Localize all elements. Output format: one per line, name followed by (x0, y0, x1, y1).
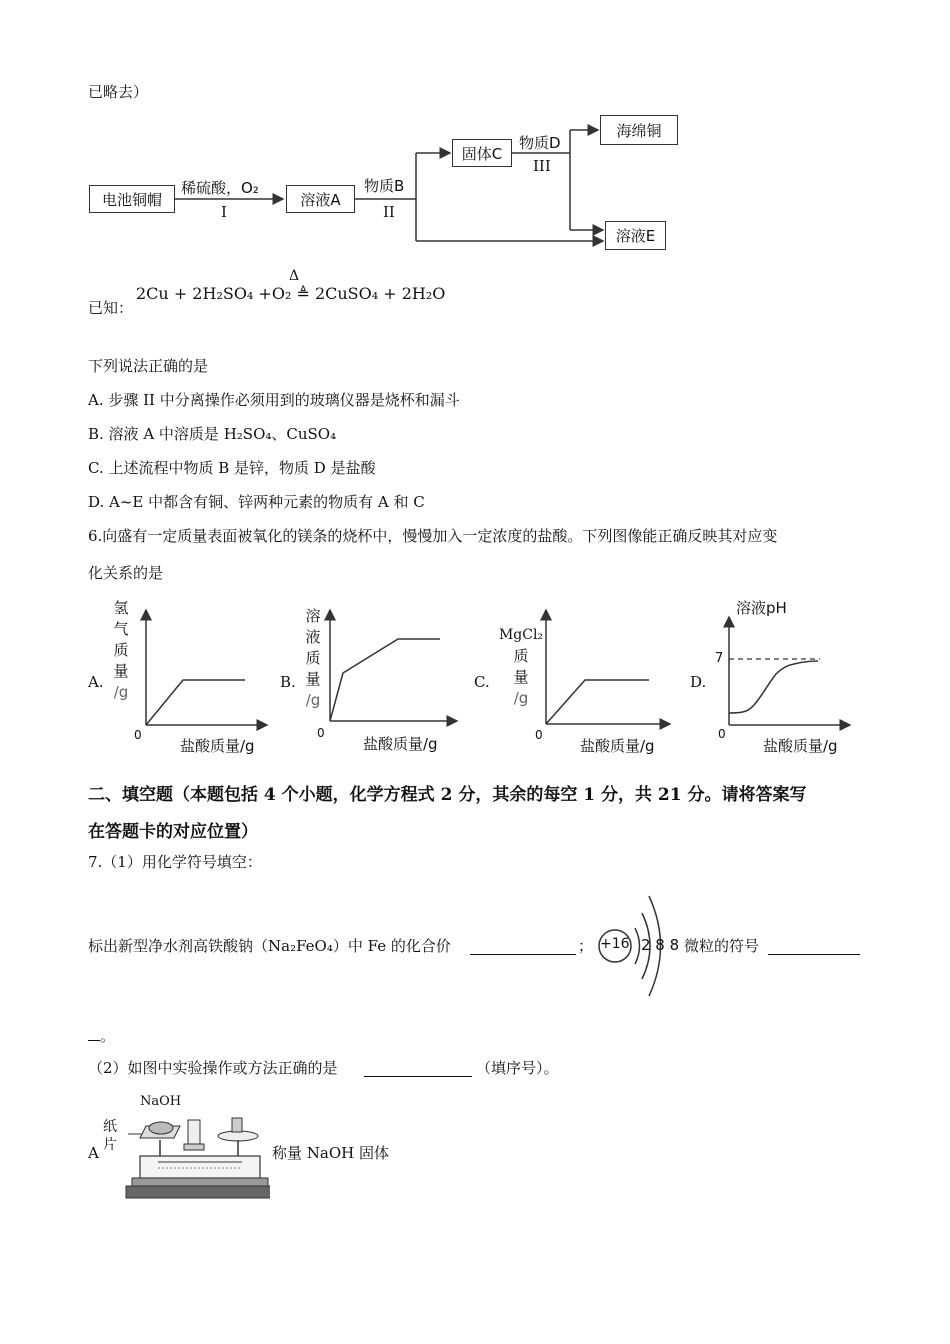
chart-a-letter: A. (88, 673, 104, 691)
balance-base (126, 1186, 270, 1198)
q7-head: 7.（1）用化学符号填空： (88, 853, 262, 871)
q5-option-c: C. 上述流程中物质 B 是锌，物质 D 是盐酸 (88, 459, 376, 477)
chart-c-curve (546, 680, 649, 724)
chart-c-ylabel-3: 量 (513, 668, 529, 686)
box-solid-c: 固体C (452, 139, 512, 167)
chart-c-ylabel-1: MgCl₂ (498, 627, 544, 643)
chart-a-curve (146, 680, 245, 725)
q6-stem-line1: 6.向盛有一定质量表面被氧化的镁条的烧杯中，慢慢加入一定浓度的盐酸。下列图像能正确反映其对应变 (88, 527, 778, 545)
chart-b-ylabel-5: /g (305, 691, 321, 709)
q6-stem-line2: 化关系的是 (88, 564, 164, 582)
chart-d-letter: D. (690, 673, 707, 691)
chart-a-ylabel-3: 质 (113, 641, 129, 659)
chart-b-ylabel-4: 量 (305, 670, 321, 688)
chart-a-origin: 0 (134, 728, 142, 742)
section2-heading-line2: 在答题卡的对应位置） (88, 822, 258, 842)
step2-num: II (383, 203, 395, 221)
q5-option-b: B. 溶液 A 中溶质是 H₂SO₄、CuSO₄ (88, 425, 337, 443)
chart-b-ylabel-1: 溶 (305, 607, 321, 625)
chart-a-ylabel-2: 气 (113, 620, 129, 638)
option-a-desc: 称量 NaOH 固体 (272, 1144, 389, 1162)
atom-nucleus: +16 (600, 936, 630, 952)
chart-b-ylabel-3: 质 (305, 649, 321, 667)
q7-period: 。 (100, 1027, 116, 1045)
q7-blank-particle-symbol-cont[interactable] (88, 1024, 100, 1041)
chart-b-origin: 0 (317, 726, 325, 740)
chart-d-origin: 0 (718, 727, 726, 741)
atom-shells: 2 8 8 (641, 936, 680, 954)
box-solution-e: 溶液E (605, 221, 666, 250)
chart-b-letter: B. (280, 673, 296, 691)
box-sponge-copper: 海绵铜 (600, 115, 678, 145)
chart-a-plot (135, 605, 275, 735)
chart-a-ylabel-5: /g (113, 683, 129, 701)
step1-num: I (221, 203, 227, 221)
chart-c-plot (536, 605, 676, 733)
option-a-naoh-label: NaOH (140, 1094, 182, 1109)
chart-b-curve (330, 639, 440, 721)
q7-blank-fe-valence[interactable] (470, 938, 576, 955)
q7-part2-tail: （填序号）。 (476, 1059, 559, 1077)
step1-reagent: 稀硫酸，O₂ (181, 179, 259, 197)
section2-heading-line1: 二、填空题（本题包括 4 个小题，化学方程式 2 分，其余的每空 1 分，共 21 分。请将答案写 (88, 785, 807, 805)
chart-d-xlabel: 盐酸质量/g (763, 737, 838, 755)
chart-a-ylabel (111, 598, 131, 703)
balance-body (140, 1156, 260, 1178)
known-label: 已知： (88, 299, 134, 317)
q7-blank-particle-symbol[interactable] (768, 938, 860, 955)
q7-semicolon: ； (578, 937, 594, 955)
box-solution-a: 溶液A (286, 185, 355, 213)
chart-d-ref-7: 7 (715, 651, 724, 666)
step2-reagent: 物质B (364, 177, 405, 195)
option-a-letter: A (88, 1144, 99, 1162)
equation: 2Cu + 2H₂SO₄ +O₂ ≜ 2CuSO₄ + 2H₂O (136, 284, 446, 303)
chart-b-plot (323, 605, 463, 730)
naoh-pellets (149, 1122, 173, 1134)
option-a-paper-label: 纸片 (103, 1119, 117, 1153)
chart-b-xlabel: 盐酸质量/g (363, 735, 438, 753)
balance-illustration (118, 1104, 270, 1204)
q7-part2: （2）如图中实验操作或方法正确的是 (88, 1059, 338, 1077)
box-battery-cap: 电池铜帽 (89, 185, 175, 213)
chart-c-ylabel-4: /g (513, 689, 529, 707)
q5-option-d: D. A~E 中都含有铜、锌两种元素的物质有 A 和 C (88, 493, 425, 511)
chart-c-xlabel: 盐酸质量/g (580, 737, 655, 755)
q7-fill2-text: 微粒的符号 (684, 937, 760, 955)
chart-d-plot (720, 612, 855, 734)
q5-stem: 下列说法正确的是 (88, 357, 209, 375)
chart-b-ylabel (303, 606, 323, 711)
chart-d-ylabel: 溶液pH (736, 599, 787, 617)
chart-a-ylabel-1: 氢 (113, 599, 129, 617)
equation-delta: Δ (289, 268, 300, 284)
q7-fill1-text: 标出新型净水剂高铁酸钠（Na₂FeO₄）中 Fe 的化合价 (88, 937, 451, 955)
q7-blank-correct-option[interactable] (364, 1060, 472, 1077)
chart-a-xlabel: 盐酸质量/g (180, 737, 255, 755)
flow-arrows (0, 0, 950, 270)
step3-num: III (533, 157, 551, 175)
chart-b-ylabel-2: 液 (305, 628, 321, 646)
chart-d-curve (729, 661, 818, 713)
intro-tail: 已略去） (88, 83, 149, 101)
chart-c-letter: C. (474, 673, 490, 691)
weight (232, 1118, 242, 1132)
chart-a-ylabel-4: 量 (113, 662, 129, 680)
chart-c-ylabel-2: 质 (513, 647, 529, 665)
step3-reagent: 物质D (519, 134, 561, 152)
chart-c-origin: 0 (535, 728, 543, 742)
q5-option-a: A. 步骤 II 中分离操作必须用到的玻璃仪器是烧杯和漏斗 (88, 391, 460, 409)
